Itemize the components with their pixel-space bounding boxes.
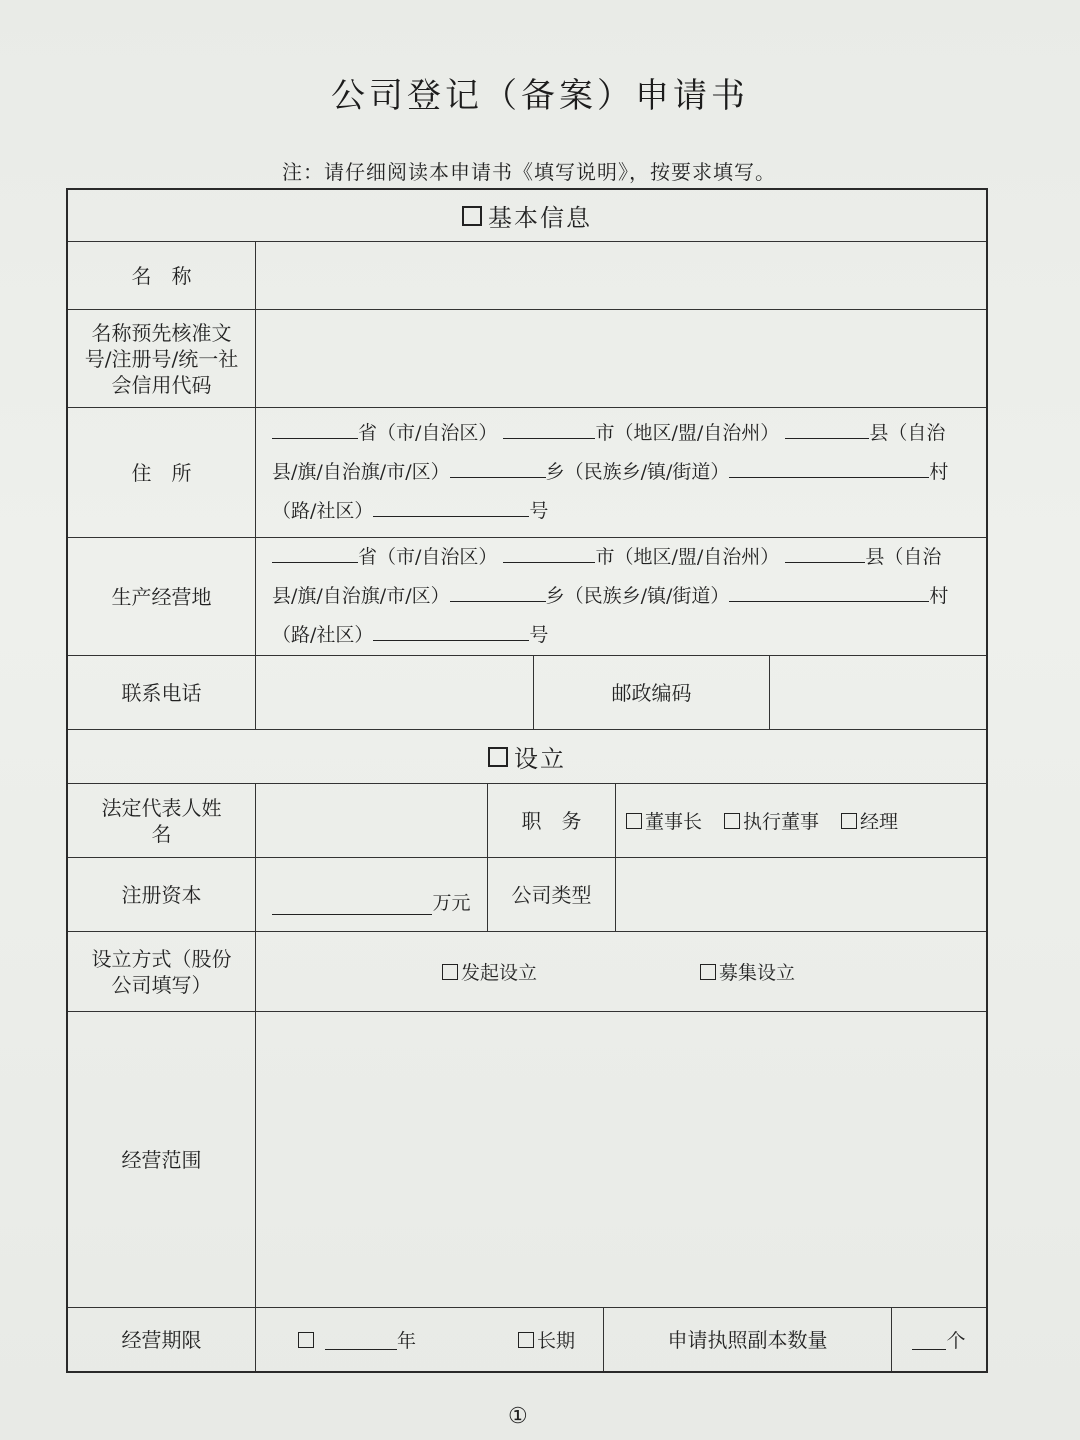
manager-option[interactable] [841,807,898,834]
basic-info-title: 基本信息 [488,204,592,232]
method-row [68,932,986,1012]
basic-info-checkbox[interactable] [462,206,482,226]
phone-label: 联系电话 [121,680,202,705]
village-text: 村 [929,585,949,607]
road-text: （路/社区） [272,624,374,646]
business-place-label: 生产经营地 [111,584,212,609]
offering-text: 募集设立 [719,962,796,984]
residence-row [68,408,986,538]
county-text: 县（自治 [869,422,946,444]
capital-label: 注册资本 [121,882,202,907]
city-text: 市（地区/盟/自治州） [595,546,780,568]
chairman-option[interactable] [626,807,702,834]
promotion-text: 发起设立 [461,962,538,984]
term-long-checkbox[interactable] [518,1332,534,1348]
pre-approval-field[interactable] [256,310,986,407]
copies-label: 申请执照副本数量 [667,1327,828,1352]
manager-checkbox[interactable] [841,813,857,829]
manager-text: 经理 [860,811,899,833]
number-text: 号 [529,624,549,646]
residence-address-field[interactable] [256,408,986,537]
scope-field[interactable] [256,1012,986,1307]
road-text: （路/社区） [272,500,374,522]
document-title: 公司登记（备案）申请书 [331,76,749,116]
legal-rep-row [68,784,986,858]
copies-unit: 个 [946,1330,966,1352]
name-row [68,242,986,310]
position-label: 职 务 [521,808,582,833]
business-address-field[interactable] [256,538,986,655]
township-text: 乡（民族乡/镇/街道） [545,585,730,607]
basic-info-header [68,190,986,242]
company-type-field[interactable] [616,858,986,931]
offering-checkbox[interactable] [700,964,716,980]
capital-unit: 万元 [432,892,471,914]
residence-label: 住 所 [131,460,192,485]
city-text: 市（地区/盟/自治州） [595,422,780,444]
position-options [616,784,986,857]
establishment-checkbox[interactable] [488,747,508,767]
establishment-header [68,730,986,784]
postal-code-field[interactable] [770,656,986,729]
contact-row [68,656,986,730]
term-years-option[interactable] [298,1326,416,1353]
province-text: 省（市/自治区） [358,546,498,568]
method-label: 设立方式（股份公司填写） [91,946,232,997]
name-field[interactable] [256,242,986,309]
legal-rep-field[interactable] [256,784,488,857]
promotion-option[interactable] [442,958,537,985]
county-text-cont: 县/旗/自治旗/市/区） [272,585,450,607]
village-text: 村 [929,461,949,483]
promotion-checkbox[interactable] [442,964,458,980]
company-type-label: 公司类型 [511,882,592,907]
scope-row [68,1012,986,1308]
scope-label: 经营范围 [121,1147,202,1172]
term-year-unit: 年 [397,1330,417,1352]
pre-approval-row [68,310,986,408]
chairman-checkbox[interactable] [626,813,642,829]
postal-code-label: 邮政编码 [611,680,692,705]
number-text: 号 [529,500,549,522]
capital-field[interactable] [256,858,488,931]
business-place-row [68,538,986,656]
province-text: 省（市/自治区） [358,422,498,444]
term-options [256,1308,604,1371]
term-long-option[interactable] [518,1326,575,1353]
term-row [68,1308,986,1371]
page-number: ① [508,1404,528,1429]
name-label: 名 称 [131,263,192,288]
county-text-cont: 县/旗/自治旗/市/区） [272,461,450,483]
executive-director-text: 执行董事 [743,811,820,833]
executive-director-option[interactable] [724,807,819,834]
county-text: 县（自治 [865,546,942,568]
capital-row [68,858,986,932]
term-years-checkbox[interactable] [298,1332,314,1348]
pre-approval-label: 名称预先核准文号/注册号/统一社会信用代码 [84,320,239,397]
establishment-title: 设立 [514,745,566,773]
legal-rep-label: 法定代表人姓名 [101,795,222,846]
application-form [66,188,988,1373]
executive-director-checkbox[interactable] [724,813,740,829]
method-options [256,932,986,1011]
phone-field[interactable] [256,656,534,729]
fill-note: 注：请仔细阅读本申请书《填写说明》，按要求填写。 [282,160,776,184]
offering-option[interactable] [700,958,795,985]
township-text: 乡（民族乡/镇/街道） [545,461,730,483]
term-label: 经营期限 [121,1327,202,1352]
term-long-text: 长期 [537,1330,576,1352]
chairman-text: 董事长 [645,811,703,833]
copies-field[interactable] [892,1308,986,1371]
